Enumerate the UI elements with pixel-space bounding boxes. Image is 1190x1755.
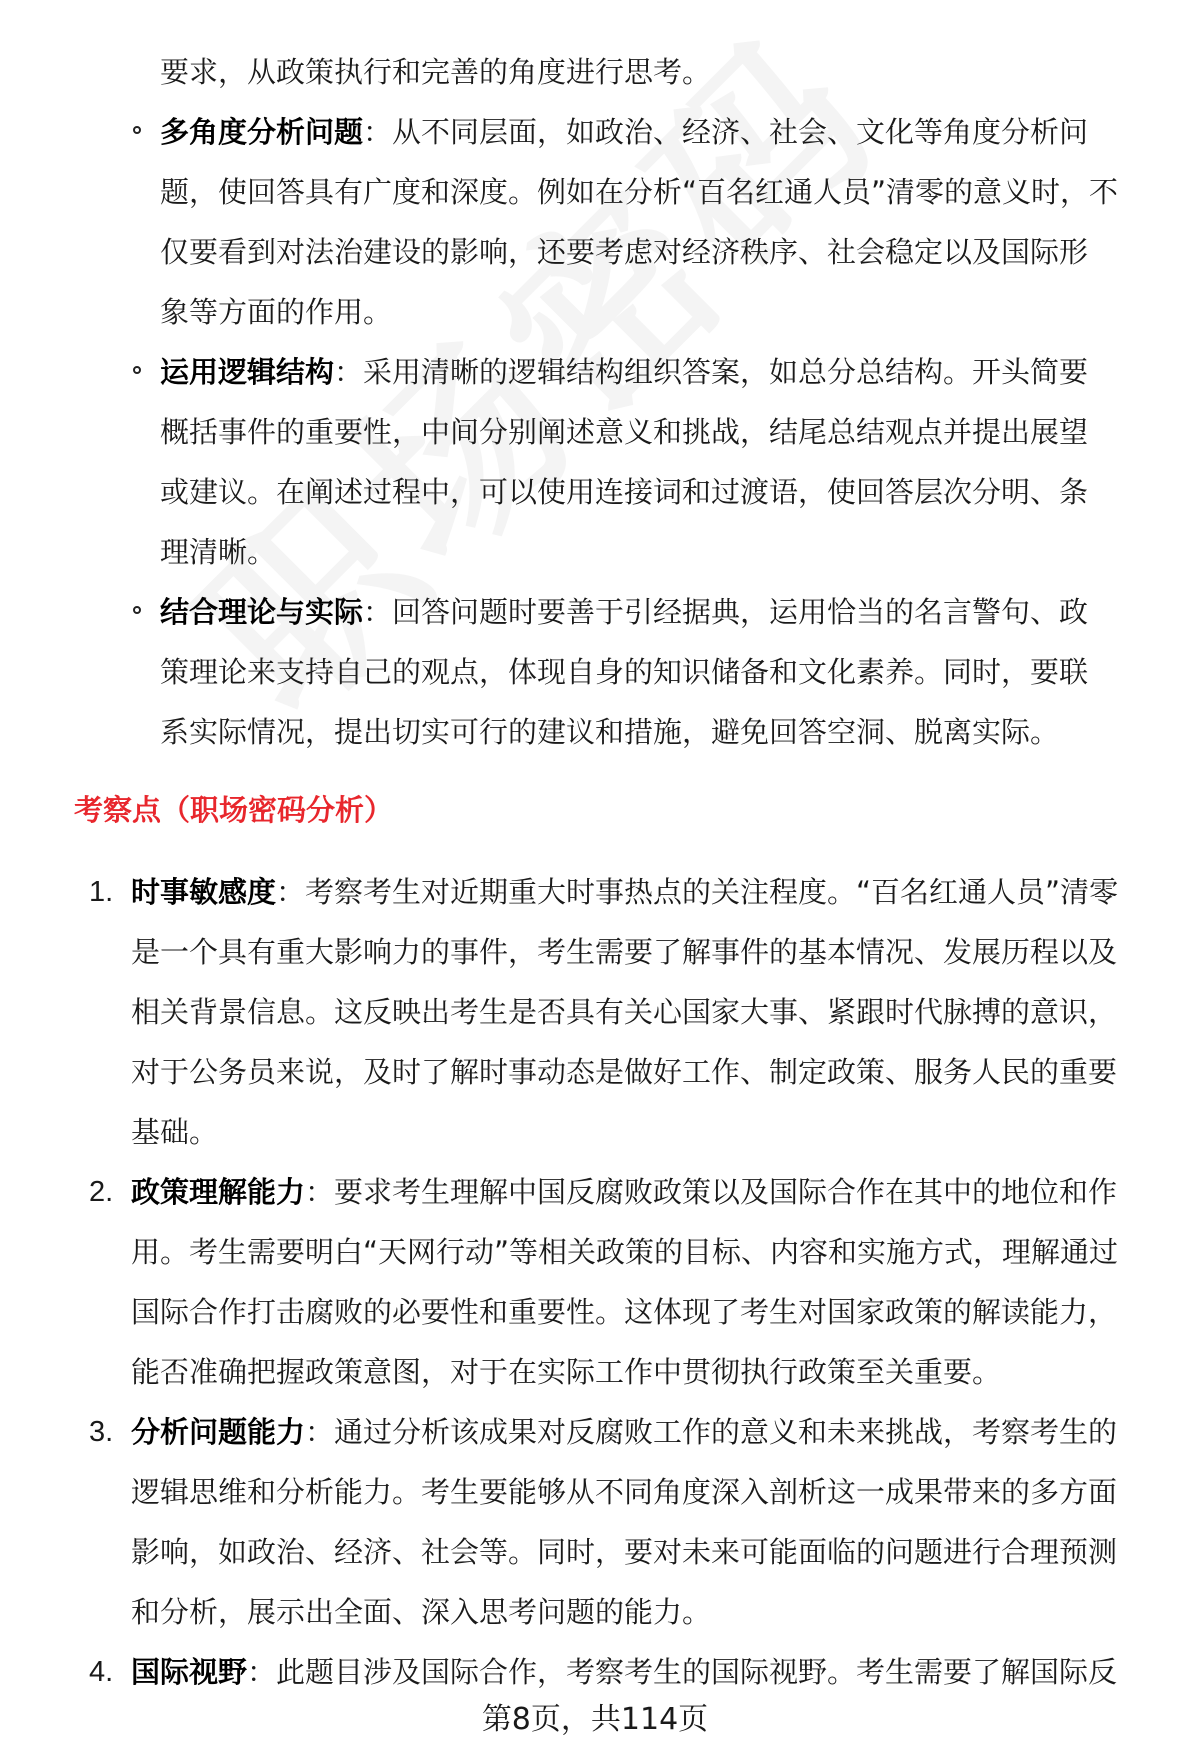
bullet-text: ：从不同层面，如政治、经济、社会、文化等角度分析问 bbox=[363, 115, 1089, 149]
text-line: 系实际情况，提出切实可行的建议和措施，避免回答空洞、脱离实际。 bbox=[160, 715, 1060, 749]
text-line: 是一个具有重大影响力的事件，考生需要了解事件的基本情况、发展历程以及 bbox=[131, 935, 1118, 969]
item-text: ：要求考生理解中国反腐败政策以及国际合作在其中的地位和作 bbox=[305, 1175, 1118, 1209]
item-number: 1. bbox=[89, 876, 114, 908]
bullet-item-logic-structure bbox=[160, 342, 1180, 582]
text-line: 能否准确把握政策意图，对于在实际工作中贯彻执行政策至关重要。 bbox=[131, 1355, 1002, 1389]
item-number: 2. bbox=[89, 1176, 114, 1208]
bullet-continuation bbox=[160, 42, 1180, 102]
item-title: 时事敏感度 bbox=[131, 875, 277, 909]
item-text: ：此题目涉及国际合作，考察考生的国际视野。考生需要了解国际反 bbox=[247, 1655, 1118, 1689]
text-line bbox=[131, 1642, 1151, 1702]
bullet-text: ：采用清晰的逻辑结构组织答案，如总分总结构。开头简要 bbox=[334, 355, 1089, 389]
bullet-title: 多角度分析问题 bbox=[160, 115, 364, 149]
text-line bbox=[160, 342, 1180, 402]
numbered-item-international-view bbox=[89, 1642, 1151, 1702]
numbered-item-current-affairs bbox=[89, 862, 1151, 1162]
item-title: 政策理解能力 bbox=[131, 1175, 306, 1209]
text-line: 逻辑思维和分析能力。考生要能够从不同角度深入剖析这一成果带来的多方面 bbox=[131, 1475, 1118, 1509]
text-line: 影响，如政治、经济、社会等。同时，要对未来可能面临的问题进行合理预测 bbox=[131, 1535, 1118, 1569]
text-line: 基础。 bbox=[131, 1115, 219, 1149]
text-line bbox=[131, 1402, 1151, 1462]
text-line: 对于公务员来说，及时了解时事动态是做好工作、制定政策、服务人民的重要 bbox=[131, 1055, 1118, 1089]
text-line bbox=[131, 1162, 1151, 1222]
numbered-item-problem-analysis bbox=[89, 1402, 1151, 1642]
text-line: 理清晰。 bbox=[160, 535, 277, 569]
text-line: 象等方面的作用。 bbox=[160, 295, 393, 329]
item-text: ：通过分析该成果对反腐败工作的意义和未来挑战，考察考生的 bbox=[305, 1415, 1118, 1449]
bullet-title: 运用逻辑结构 bbox=[160, 355, 335, 389]
text-line: 和分析，展示出全面、深入思考问题的能力。 bbox=[131, 1595, 712, 1629]
text-line: 或建议。在阐述过程中，可以使用连接词和过渡语，使回答层次分明、条 bbox=[160, 475, 1089, 509]
text-line bbox=[131, 862, 1151, 922]
numbered-item-policy-understanding bbox=[89, 1162, 1151, 1402]
item-title: 国际视野 bbox=[131, 1655, 248, 1689]
text-line bbox=[160, 582, 1180, 642]
item-title: 分析问题能力 bbox=[131, 1415, 306, 1449]
bullet-title: 结合理论与实际 bbox=[160, 595, 364, 629]
bullet-text: ：回答问题时要善于引经据典，运用恰当的名言警句、政 bbox=[363, 595, 1089, 629]
bullet-list bbox=[160, 42, 1180, 762]
text-line: 题，使回答具有广度和深度。例如在分析“百名红通人员”清零的意义时，不 bbox=[160, 175, 1119, 209]
hollow-bullet-icon bbox=[133, 126, 141, 134]
bullet-item-multi-angle bbox=[160, 102, 1180, 342]
text-line: 要求，从政策执行和完善的角度进行思考。 bbox=[160, 55, 712, 89]
text-line: 仅要看到对法治建设的影响，还要考虑对经济秩序、社会稳定以及国际形 bbox=[160, 235, 1089, 269]
text-line: 相关背景信息。这反映出考生是否具有关心国家大事、紧跟时代脉搏的意识， bbox=[131, 995, 1118, 1029]
item-text: ：考察考生对近期重大时事热点的关注程度。“百名红通人员”清零 bbox=[276, 875, 1119, 909]
text-line: 概括事件的重要性，中间分别阐述意义和挑战，结尾总结观点并提出展望 bbox=[160, 415, 1089, 449]
hollow-bullet-icon bbox=[133, 606, 141, 614]
item-number: 3. bbox=[89, 1416, 114, 1448]
text-line bbox=[160, 102, 1180, 162]
bullet-item-theory-practice bbox=[160, 582, 1180, 762]
text-line: 用。考生需要明白“天网行动”等相关政策的目标、内容和实施方式，理解通过 bbox=[131, 1235, 1119, 1269]
text-line: 策理论来支持自己的观点，体现自身的知识储备和文化素养。同时，要联 bbox=[160, 655, 1089, 689]
numbered-list bbox=[89, 862, 1151, 1702]
hollow-bullet-icon bbox=[133, 366, 141, 374]
page-footer: 第8页，共114页 bbox=[481, 1702, 709, 1737]
section-heading: 考察点（职场密码分析） bbox=[74, 793, 394, 827]
text-line: 国际合作打击腐败的必要性和重要性。这体现了考生对国家政策的解读能力， bbox=[131, 1295, 1118, 1329]
item-number: 4. bbox=[89, 1656, 114, 1688]
